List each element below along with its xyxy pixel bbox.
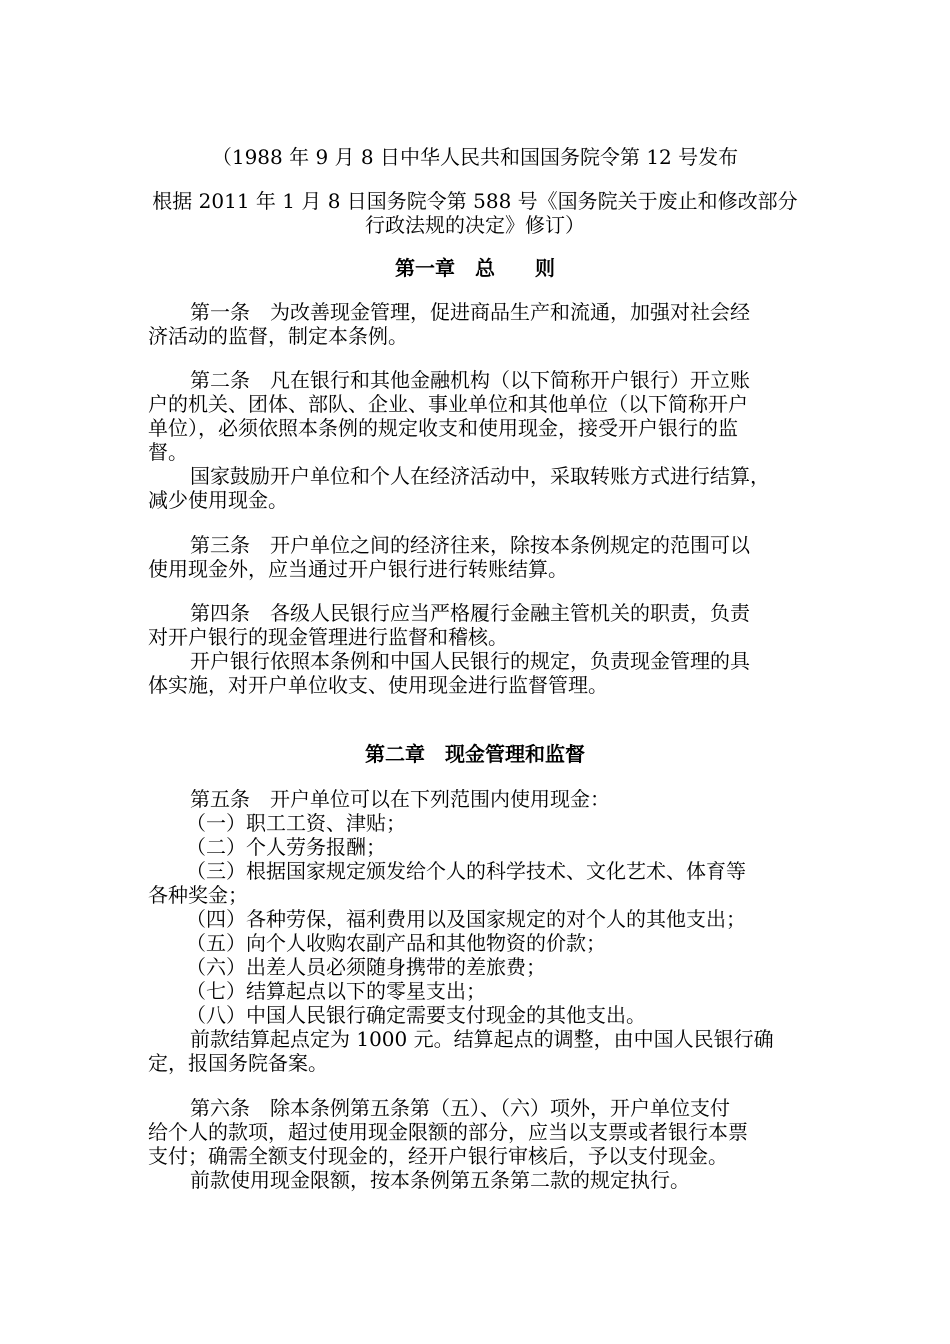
- chapter-2-title: 第二章 现金管理和监督: [365, 742, 585, 766]
- article-5-item-3: （三）根据国家规定颁发给个人的科学技术、文化艺术、体育等: [186, 859, 746, 883]
- article-2b-line-1: 国家鼓励开户单位和个人在经济活动中，采取转账方式进行结算，: [190, 464, 770, 488]
- article-5-item-3-cont: 各种奖金；: [148, 883, 248, 907]
- article-2b-line-2: 减少使用现金。: [148, 488, 288, 512]
- article-6-line-3: 支付；确需全额支付现金的，经开户银行审核后，予以支付现金。: [148, 1144, 728, 1168]
- article-6-line-2: 给个人的款项，超过使用现金限额的部分，应当以支票或者银行本票: [148, 1120, 748, 1144]
- article-5-item-7: （七）结算起点以下的零星支出；: [186, 979, 486, 1003]
- article-5-item-8: （八）中国人民银行确定需要支付现金的其他支出。: [186, 1003, 646, 1027]
- article-3-line-1: 第三条 开户单位之间的经济往来，除按本条例规定的范围可以: [190, 533, 750, 557]
- article-5b-line-1: 前款结算起点定为 1000 元。结算起点的调整，由中国人民银行确: [190, 1027, 774, 1051]
- article-1-line-1: 第一条 为改善现金管理，促进商品生产和流通，加强对社会经: [190, 300, 750, 324]
- article-4b-line-1: 开户银行依照本条例和中国人民银行的规定，负责现金管理的具: [190, 649, 750, 673]
- article-4-line-1: 第四条 各级人民银行应当严格履行金融主管机关的职责，负责: [190, 601, 750, 625]
- header-line-1: （1988 年 9 月 8 日中华人民共和国国务院令第 12 号发布: [211, 145, 739, 169]
- header-line-3: 行政法规的决定》修订）: [365, 213, 585, 237]
- article-2-line-4: 督。: [148, 440, 188, 464]
- article-2-line-3: 单位），必须依照本条例的规定收支和使用现金，接受开户银行的监: [148, 416, 738, 440]
- article-5-item-2: （二）个人劳务报酬；: [186, 835, 386, 859]
- article-5b-line-2: 定，报国务院备案。: [148, 1051, 328, 1075]
- article-4-line-2: 对开户银行的现金管理进行监督和稽核。: [148, 625, 508, 649]
- article-6b-line-1: 前款使用现金限额，按本条例第五条第二款的规定执行。: [190, 1168, 690, 1192]
- article-6-line-1: 第六条 除本条例第五条第（五）、（六）项外，开户单位支付: [190, 1096, 730, 1120]
- article-2-line-1: 第二条 凡在银行和其他金融机构（以下简称开户银行）开立账: [190, 368, 750, 392]
- article-5-item-4: （四）各种劳保，福利费用以及国家规定的对个人的其他支出；: [186, 907, 746, 931]
- article-5-line-1: 第五条 开户单位可以在下列范围内使用现金：: [190, 787, 610, 811]
- article-3-line-2: 使用现金外，应当通过开户银行进行转账结算。: [148, 557, 568, 581]
- article-5-item-1: （一）职工工资、津贴；: [186, 811, 406, 835]
- article-1-line-2: 济活动的监督，制定本条例。: [148, 324, 408, 348]
- chapter-1-title: 第一章 总 则: [395, 256, 555, 280]
- article-4b-line-2: 体实施，对开户单位收支、使用现金进行监督管理。: [148, 673, 608, 697]
- header-line-2: 根据 2011 年 1 月 8 日国务院令第 588 号《国务院关于废止和修改部分: [152, 189, 798, 213]
- article-5-item-6: （六）出差人员必须随身携带的差旅费；: [186, 955, 546, 979]
- article-5-item-5: （五）向个人收购农副产品和其他物资的价款；: [186, 931, 606, 955]
- article-2-line-2: 户的机关、团体、部队、企业、事业单位和其他单位（以下简称开户: [148, 392, 748, 416]
